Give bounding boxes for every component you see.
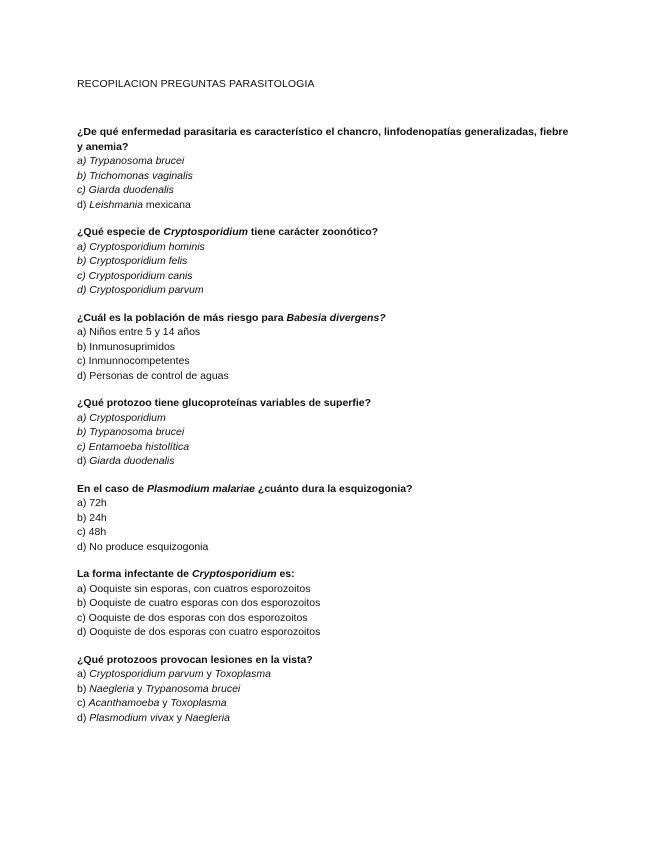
option-a: a) Trypanosoma brucei (77, 155, 185, 167)
option-d: d) Cryptosporidium parvum (77, 284, 204, 296)
question-list (77, 125, 577, 738)
option-a: a) Cryptosporidium (77, 411, 166, 424)
option-d: d) Ooquiste de dos esporas con cuatro esporozoitos (77, 626, 321, 638)
question-stem: La forma infectante de Cryptosporidium es: (77, 568, 295, 580)
document-title: RECOPILACION PREGUNTAS PARASITOLOGIA (77, 78, 315, 90)
question-stem: En el caso de Plasmodium malariae ¿cuánto dura la esquizogonia? (77, 482, 413, 495)
option-d: d) Leishmania mexicana (77, 198, 191, 211)
option-b: b) Inmunosuprimidos (77, 340, 176, 353)
question-1 (77, 125, 577, 212)
question-2 (77, 225, 577, 298)
option-b: b) Trichomonas vaginalis (77, 169, 193, 182)
option-d: d) No produce esquizogonia (77, 540, 209, 553)
question-7 (77, 653, 577, 726)
question-stem: ¿Cuál es la población de más riesgo para Babesia divergens? (77, 311, 386, 324)
option-c: c) Giarda duodenalis (77, 184, 174, 196)
option-b: b) 24h (77, 511, 107, 524)
option-c: c) Ooquiste de dos esporas con dos esporozoitos (77, 611, 308, 624)
option-b: b) Trypanosoma brucei (77, 426, 185, 438)
question-stem: ¿Qué especie de Cryptosporidium tiene carácter zoonótico? (77, 226, 379, 238)
question-stem: ¿Qué protozoo tiene glucoproteínas variables de superfie? (77, 397, 372, 409)
option-b: b) Cryptosporidium felis (77, 255, 188, 267)
option-a: a) Ooquiste sin esporas, con cuatros esporozoitos (77, 582, 311, 595)
option-c: c) Inmunnocompetentes (77, 355, 190, 367)
question-5 (77, 482, 577, 555)
option-a: a) Cryptosporidium parvum y Toxoplasma (77, 668, 271, 680)
question-stem: ¿De qué enfermedad parasitaria es característico el chancro, linfodenopatías generalizadas, fiebre y anemia? (77, 126, 569, 153)
question-4 (77, 396, 577, 469)
option-c: c) 48h (77, 526, 107, 538)
question-6 (77, 567, 577, 640)
option-b: b) Ooquiste de cuatro esporas con dos esporozoitos (77, 597, 321, 609)
option-d: d) Plasmodium vivax y Naegleria (77, 711, 230, 724)
option-d: d) Personas de control de aguas (77, 369, 229, 382)
option-a: a) Cryptosporidium hominis (77, 240, 205, 253)
question-3 (77, 311, 577, 384)
option-b: b) Naegleria y Trypanosoma brucei (77, 682, 241, 695)
option-a: a) Niños entre 5 y 14 años (77, 326, 201, 338)
option-d: d) Giarda duodenalis (77, 455, 175, 467)
option-c: c) Cryptosporidium canis (77, 269, 193, 282)
question-stem: ¿Qué protozoos provocan lesiones en la vista? (77, 653, 313, 666)
option-c: c) Acanthamoeba y Toxoplasma (77, 697, 227, 709)
option-c: c) Entamoeba histolítica (77, 440, 190, 453)
option-a: a) 72h (77, 497, 107, 509)
